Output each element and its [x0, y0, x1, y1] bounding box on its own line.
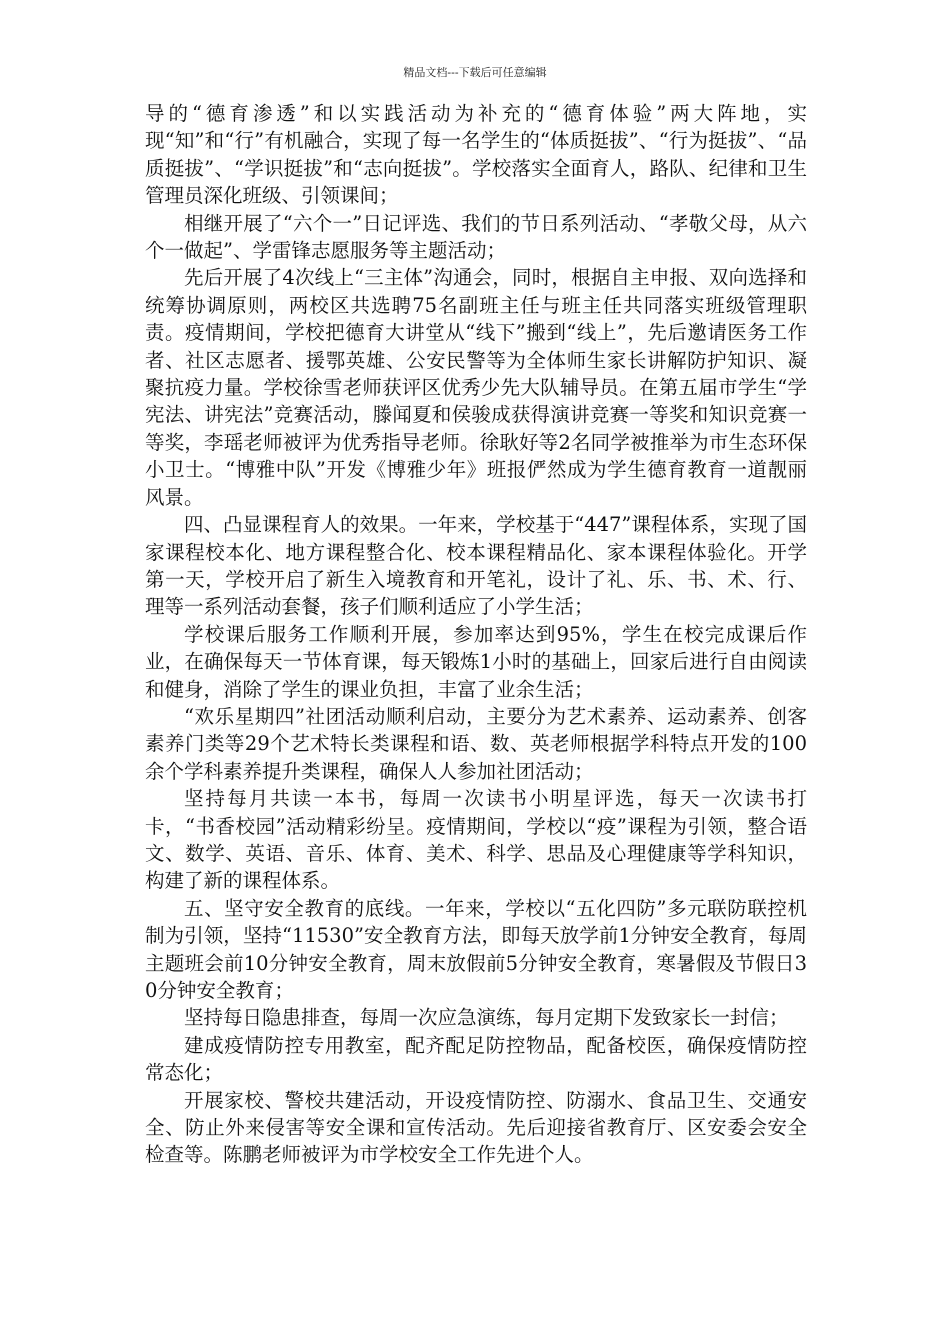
document-body [145, 100, 807, 1169]
paragraph-moral-education-continued: 导的“德育渗透”和以实践活动为补充的“德育体验”两大阵地，实现“知”和“行”有机融合，实现了每一名学生的“体质挺拔”、“行为挺拔”、“品质挺拔”、“学识挺拔”和“志向挺拔”。学校落实全面育人，路队、纪律和卫生管理员深化班级、引领课间； [145, 102, 807, 208]
paragraph-communication-meetings: 先后开展了4次线上“三主体”沟通会，同时，根据自主申报、双向选择和统筹协调原则，两校区共选聘75名副班主任与班主任共同落实班级管理职责。疫情期间，学校把德育大讲堂从“线下”搬到“线上”，先后邀请医务工作者、社区志愿者、援鄂英雄、公安民警等为全体师生家长讲解防护知识、凝聚抗疫力量。学校徐雪老师获评区优秀少先大队辅导员。在第五届市学生“学宪法、讲宪法”竞赛活动，滕闻夏和侯骏成获得演讲竞赛一等奖和知识竞赛一等奖，李瑶老师被评为优秀指导老师。徐耿好等2名同学被推举为市生态环保小卫士。“博雅中队”开发《博雅少年》班报俨然成为学生德育教育一道靓丽风景。 [145, 266, 807, 509]
paragraph-after-school-service: 学校课后服务工作顺利开展，参加率达到95%，学生在校完成课后作业，在确保每天一节体育课，每天锻炼1小时的基础上，回家后进行自由阅读和健身，消除了学生的课业负担，丰富了业余生活； [145, 622, 807, 701]
paragraph-reading-program: 坚持每月共读一本书，每周一次读书小明星评选，每天一次读书打卡，“书香校园”活动精彩纷呈。疫情期间，学校以“疫”课程为引领，整合语文、数学、英语、音乐、体育、美术、科学、思品及心理健康等学科知识，构建了新的课程体系。 [145, 787, 807, 893]
paragraph-theme-activities: 相继开展了“六个一”日记评选、我们的节日系列活动、“孝敬父母，从六个一做起”、学雷锋志愿服务等主题活动； [145, 211, 807, 263]
paragraph-safety-education: 五、坚守安全教育的底线。一年来，学校以“五化四防”多元联防联控机制为引领，坚持“11530”安全教育方法，即每天放学前1分钟安全教育，每周主题班会前10分钟安全教育，周末放假前5分钟安全教育，寒暑假及节假日30分钟安全教育； [145, 896, 807, 1002]
paragraph-curriculum-education: 四、凸显课程育人的效果。一年来，学校基于“447”课程体系，实现了国家课程校本化、地方课程整合化、校本课程精品化、家本课程体验化。开学第一天，学校开启了新生入境教育和开笔礼，设计了礼、乐、书、术、行、理等一系列活动套餐，孩子们顺利适应了小学生活； [145, 513, 807, 619]
paragraph-hazard-inspection: 坚持每日隐患排查，每周一次应急演练，每月定期下发致家长一封信； [184, 1006, 789, 1030]
running-header: 精品文档---下载后可任意编辑 [403, 66, 547, 79]
paragraph-club-activities: “欢乐星期四”社团活动顺利启动，主要分为艺术素养、运动素养、创客素养门类等29个艺术特长类课程和语、数、英老师根据学科特点开发的100余个学科素养提升类课程，确保人人参加社团活动； [145, 704, 807, 783]
paragraph-epidemic-room: 建成疫情防控专用教室，配齐配足防控物品，配备校医，确保疫情防控常态化； [145, 1033, 807, 1085]
paragraph-joint-activities: 开展家校、警校共建活动，开设疫情防控、防溺水、食品卫生、交通安全、防止外来侵害等安全课和宣传活动。先后迎接省教育厅、区安委会安全检查等。陈鹏老师被评为市学校安全工作先进个人。 [145, 1088, 807, 1167]
